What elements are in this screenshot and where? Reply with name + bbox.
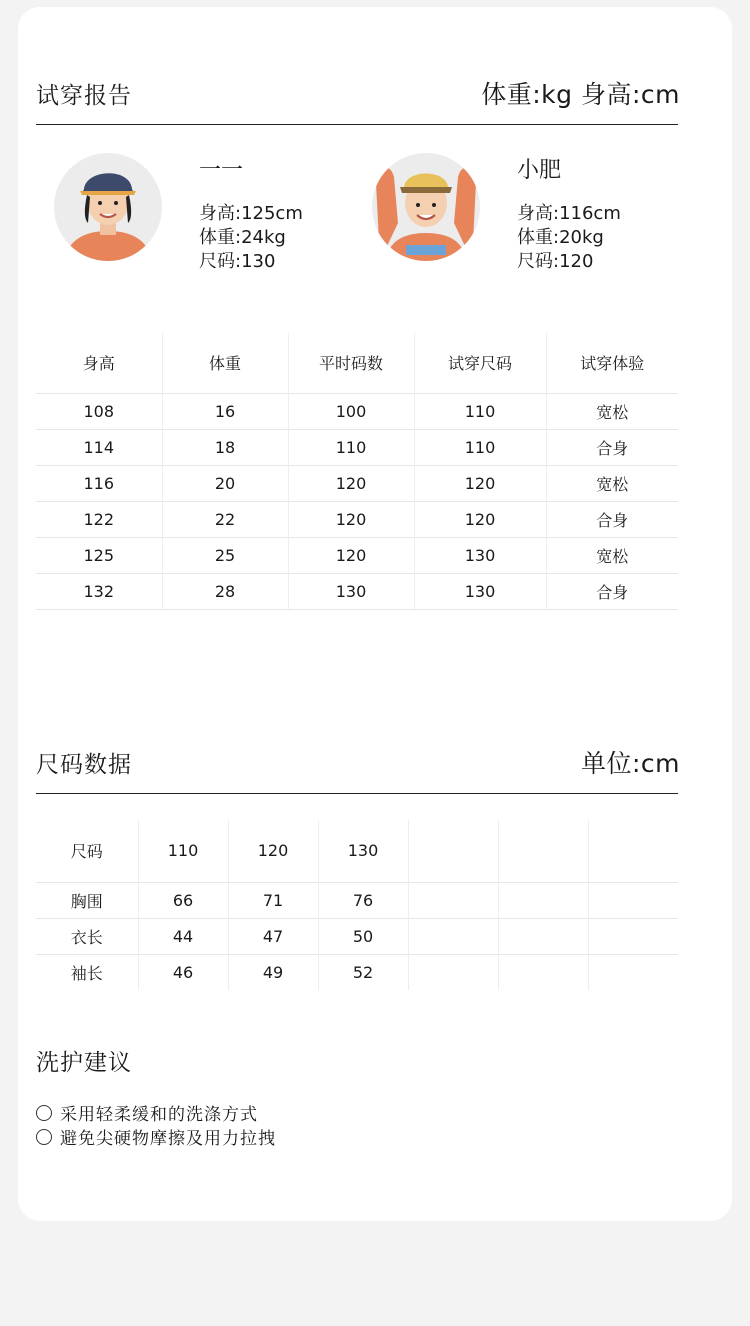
- table-cell: [408, 954, 498, 990]
- table-row: [36, 501, 678, 537]
- table-cell: 合身: [546, 501, 678, 537]
- table-cell: 100: [288, 393, 414, 429]
- table-cell: 合身: [546, 573, 678, 609]
- table-row: [36, 393, 678, 429]
- table-row: [36, 429, 678, 465]
- table-cell: 28: [162, 573, 288, 609]
- table-cell: 袖长: [36, 954, 138, 990]
- care-item-text: 采用轻柔缓和的洗涤方式: [60, 1105, 258, 1125]
- table-cell: [408, 918, 498, 954]
- table-cell: 76: [318, 882, 408, 918]
- report-title: 试穿报告: [36, 83, 132, 109]
- table-cell: 120: [414, 501, 546, 537]
- bullet-circle-icon: [36, 1105, 52, 1121]
- table-cell: 25: [162, 537, 288, 573]
- table-cell: 宽松: [546, 465, 678, 501]
- care-title: 洗护建议: [36, 1050, 132, 1076]
- table-cell: 宽松: [546, 537, 678, 573]
- table-cell: 130: [414, 573, 546, 609]
- model-avatar-2: [372, 153, 480, 261]
- table-cell: 114: [36, 429, 162, 465]
- size-header-empty: [408, 820, 498, 882]
- model-card-2: [372, 153, 672, 272]
- table-row: [36, 537, 678, 573]
- table-cell: 71: [228, 882, 318, 918]
- table-cell: 合身: [546, 429, 678, 465]
- care-item: [36, 1124, 276, 1149]
- table-cell: 120: [288, 537, 414, 573]
- size-data-header: [36, 676, 678, 794]
- care-item-text: 避免尖硬物摩擦及用力拉拽: [60, 1129, 276, 1149]
- table-cell: 52: [318, 954, 408, 990]
- fit-header-usual-size: 平时码数: [288, 333, 414, 393]
- fit-table-header: [36, 333, 678, 393]
- size-table-header: [36, 820, 678, 882]
- size-table: [36, 820, 678, 990]
- model-card-1: [54, 153, 354, 272]
- fit-header-weight: 体重: [162, 333, 288, 393]
- table-cell: [408, 882, 498, 918]
- size-header-empty: [588, 820, 678, 882]
- table-cell: 132: [36, 573, 162, 609]
- model-height-2: 身高:116cm: [517, 203, 621, 224]
- size-data-unit: 单位:cm: [580, 749, 680, 778]
- report-units: 体重:kg 身高:cm: [481, 80, 680, 109]
- table-cell: 110: [414, 393, 546, 429]
- table-row: [36, 573, 678, 609]
- table-cell: 宽松: [546, 393, 678, 429]
- table-cell: [588, 882, 678, 918]
- table-cell: [498, 882, 588, 918]
- table-cell: 22: [162, 501, 288, 537]
- model-weight-2: 体重:20kg: [517, 227, 604, 248]
- fit-header-experience: 试穿体验: [546, 333, 678, 393]
- table-cell: 110: [288, 429, 414, 465]
- table-cell: 胸围: [36, 882, 138, 918]
- table-cell: 108: [36, 393, 162, 429]
- table-row: [36, 882, 678, 918]
- fit-header-tried-size: 试穿尺码: [414, 333, 546, 393]
- model-height-1: 身高:125cm: [199, 203, 303, 224]
- model-name-2: 小肥: [517, 158, 562, 183]
- model-size-2: 尺码:120: [517, 251, 594, 272]
- size-data-title: 尺码数据: [36, 752, 132, 778]
- table-cell: 116: [36, 465, 162, 501]
- table-cell: [498, 918, 588, 954]
- table-cell: 110: [414, 429, 546, 465]
- table-cell: 16: [162, 393, 288, 429]
- table-cell: 120: [414, 465, 546, 501]
- table-cell: 18: [162, 429, 288, 465]
- table-cell: 130: [288, 573, 414, 609]
- table-cell: [588, 918, 678, 954]
- table-row: [36, 954, 678, 990]
- model-size-1: 尺码:130: [199, 251, 276, 272]
- table-cell: [498, 954, 588, 990]
- table-cell: 120: [288, 465, 414, 501]
- table-row: [36, 465, 678, 501]
- care-item: [36, 1100, 258, 1125]
- size-header-130: 130: [318, 820, 408, 882]
- table-cell: [588, 954, 678, 990]
- table-cell: 46: [138, 954, 228, 990]
- size-header-empty: [498, 820, 588, 882]
- table-cell: 47: [228, 918, 318, 954]
- fit-table: [36, 333, 678, 610]
- model-avatar-1: [54, 153, 162, 261]
- table-cell: 衣长: [36, 918, 138, 954]
- table-cell: 49: [228, 954, 318, 990]
- model-weight-1: 体重:24kg: [199, 227, 286, 248]
- table-cell: 20: [162, 465, 288, 501]
- size-header-110: 110: [138, 820, 228, 882]
- table-cell: 66: [138, 882, 228, 918]
- report-header: [36, 7, 678, 125]
- size-header-120: 120: [228, 820, 318, 882]
- bullet-circle-icon: [36, 1129, 52, 1145]
- table-row: [36, 918, 678, 954]
- table-cell: 120: [288, 501, 414, 537]
- table-cell: 130: [414, 537, 546, 573]
- table-cell: 44: [138, 918, 228, 954]
- size-header-label: 尺码: [70, 842, 103, 862]
- fit-header-height: 身高: [82, 354, 115, 374]
- table-cell: 50: [318, 918, 408, 954]
- table-cell: 122: [36, 501, 162, 537]
- table-cell: 125: [36, 537, 162, 573]
- model-name-1: 一一: [199, 158, 244, 183]
